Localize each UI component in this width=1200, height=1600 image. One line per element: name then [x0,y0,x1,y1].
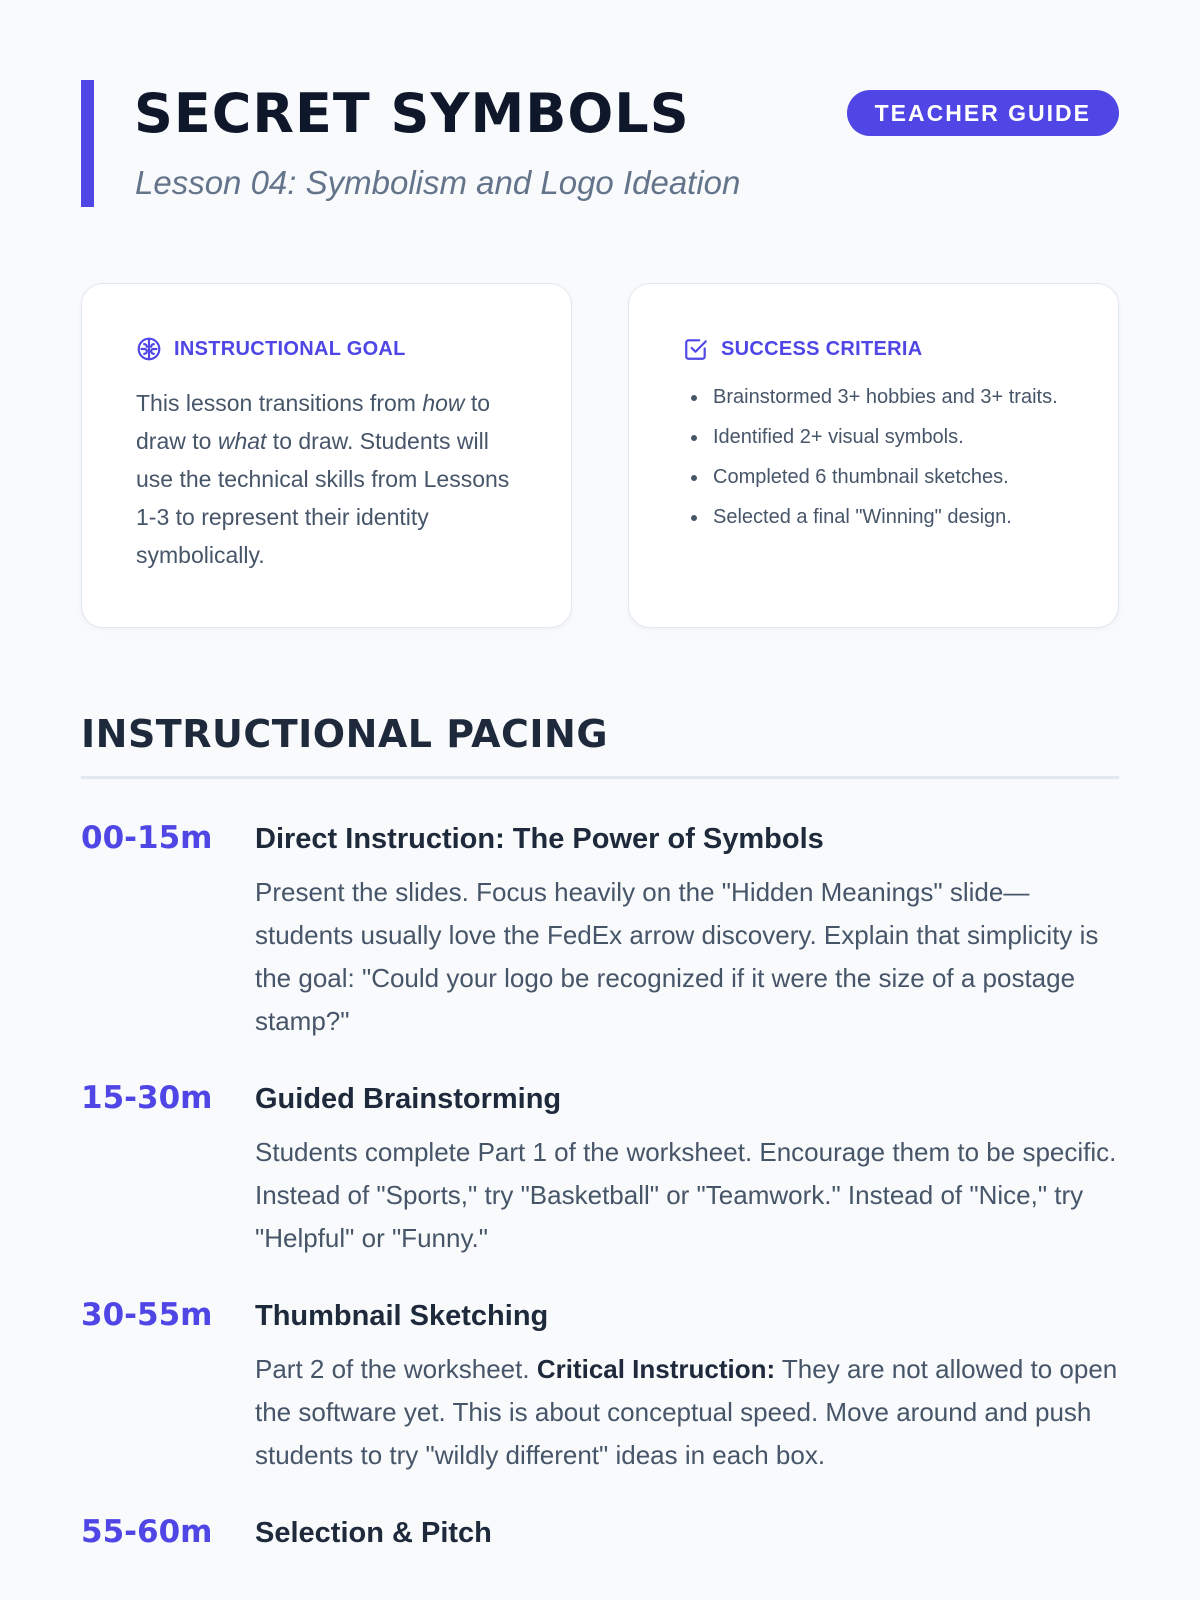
section-divider [81,776,1119,779]
pacing-title: Selection & Pitch [255,1516,492,1549]
criteria-item: • Identified 2+ visual symbols. [709,424,1064,451]
goal-text [136,384,517,574]
overview-cards [81,283,1119,628]
criteria-item: • Selected a final "Winning" design. [709,504,1064,531]
criteria-list [683,384,1064,531]
pacing-item [81,821,1119,1043]
goal-text-part: This lesson transitions from [136,390,423,416]
pacing-time: 15-30m [81,1079,213,1116]
criteria-item: • Completed 6 thumbnail sketches. [709,464,1064,491]
goal-card-header [136,336,517,362]
pacing-title: Thumbnail Sketching [255,1299,549,1332]
success-criteria-card [628,283,1119,628]
pacing-description: Students complete Part 1 of the worksheet. Encourage them to be specific. Instead of "Sports," try "Basketball" or "Teamwork." Instead of "Nice," try "Helpful" or "Funny." [255,1136,1117,1253]
teacher-guide-badge: TEACHER GUIDE [847,90,1119,136]
pacing-body [255,1515,1119,1556]
description-part: Part 2 of the worksheet. [255,1353,537,1384]
pacing-body [255,1081,1119,1260]
page-title: SECRET SYMBOLS [134,82,690,145]
pacing-item [81,1515,1119,1556]
pacing-item [81,1081,1119,1260]
pacing-description [255,1348,1119,1477]
brain-icon [136,336,162,362]
pacing-body [255,821,1119,1043]
pacing-title: Direct Instruction: The Power of Symbols [255,822,824,855]
goal-text-emphasis: how [422,390,465,416]
teacher-guide-page [0,80,1200,1600]
description-part: They are not allowed to open the software yet. This is about conceptual speed. Move around and push students to try "wildly different" ideas in each box. [255,1353,1118,1470]
goal-text-part: to draw. Students will use the technical skills from Lessons 1-3 to represent their identity symbolically. [136,428,510,568]
lesson-header [81,80,1119,207]
checkbox-icon [683,336,709,362]
pacing-body [255,1298,1119,1477]
goal-card-title: INSTRUCTIONAL GOAL [174,337,406,360]
criteria-item: • Brainstormed 3+ hobbies and 3+ traits. [709,384,1064,411]
pacing-item [81,1298,1119,1477]
critical-instruction-label: Critical Instruction: [536,1353,776,1384]
header-accent-bar [81,80,94,207]
pacing-time: 55-60m [81,1513,213,1550]
instructional-goal-card [81,283,572,628]
pacing-time: 30-55m [81,1296,213,1333]
pacing-section-title: INSTRUCTIONAL PACING [81,712,609,756]
lesson-subtitle: Lesson 04: Symbolism and Logo Ideation [135,164,741,201]
goal-text-part: to draw to [136,390,491,454]
criteria-card-header [683,336,1064,362]
criteria-card-title: SUCCESS CRITERIA [721,337,923,360]
goal-text-emphasis: what [217,428,267,454]
pacing-list [81,821,1119,1556]
pacing-time: 00-15m [81,819,213,856]
pacing-title: Guided Brainstorming [255,1082,562,1115]
pacing-description: Present the slides. Focus heavily on the "Hidden Meanings" slide—students usually love the FedEx arrow discovery. Explain that simplicity is the goal: "Could your logo be recognized if it were the size of a postage stamp?" [255,876,1099,1036]
